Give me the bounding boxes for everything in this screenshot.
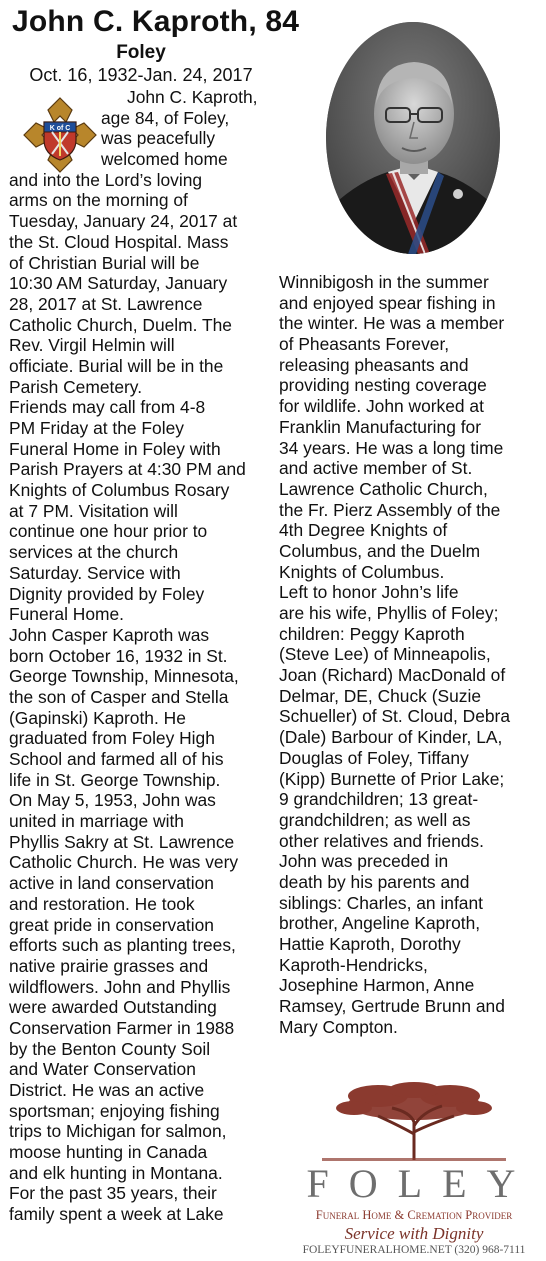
text-line: 34 years. He was a long time (279, 437, 504, 458)
text-line: efforts such as planting trees, (9, 935, 236, 956)
text-line: was peacefully (101, 128, 216, 149)
obituary-column-1 (9, 87, 274, 1225)
text-line: Knights of Columbus Rosary (9, 480, 230, 501)
text-line: District. He was an active (9, 1080, 205, 1100)
text-line: (Gapinski) Kaproth. He (9, 707, 186, 728)
text-line: united in marriage with (9, 811, 184, 832)
text-line: other relatives and friends. (279, 830, 484, 851)
text-line: Columbus, and the Duelm (279, 540, 481, 561)
text-line: Funeral Home in Foley with (9, 438, 221, 459)
logo-contact: FOLEYFUNERALHOME.NET (320) 968-7111 (302, 1244, 526, 1256)
text-line: (Kipp) Burnette of Prior Lake; (279, 768, 505, 789)
text-line: arms on the morning of (9, 190, 188, 211)
tree-icon (282, 1082, 546, 1162)
portrait-illustration (326, 22, 500, 254)
text-line: Hattie Kaproth, Dorothy (279, 934, 461, 954)
text-line: age 84, of Foley, (101, 107, 230, 128)
text-line: releasing pheasants and (279, 354, 469, 375)
text-line: Joan (Richard) MacDonald of (279, 665, 506, 686)
text-line: George Township, Minnesota, (9, 666, 239, 687)
text-line: Parish Prayers at 4:30 PM and (9, 459, 246, 480)
text-line: Franklin Manufacturing for (279, 416, 482, 437)
text-line: Catholic Church. He was very (9, 852, 239, 873)
text-line: 28, 2017 at St. Lawrence (9, 293, 203, 314)
text-line: officiate. Burial will be in the (9, 355, 224, 376)
text-line: Josephine Harmon, Anne (279, 975, 475, 996)
text-line: 10:30 AM Saturday, January (9, 273, 228, 294)
text-line: John was preceded in (279, 851, 449, 872)
text-line: Saturday. Service with (9, 562, 181, 583)
text-line: siblings: Charles, an infant (279, 892, 483, 913)
emblem-monogram: K of C (49, 125, 71, 132)
text-line: Schueller) of St. Cloud, Debra (279, 706, 511, 727)
text-line: Delmar, DE, Chuck (Suzie (279, 685, 481, 706)
text-line: family spent a week at Lake (9, 1204, 224, 1225)
text-line: and elk hunting in Montana. (9, 1162, 223, 1183)
text-line: life in St. George Township. (9, 769, 221, 790)
text-line: were awarded Outstanding (9, 997, 217, 1018)
text-line: wildflowers. John and Phyllis (9, 976, 231, 997)
text-line: are his wife, Phyllis of Foley; (279, 603, 499, 623)
logo-name: FOLEY (306, 1161, 536, 1206)
text-line: Kaproth-Hendricks, (279, 954, 428, 975)
text-line: continue one hour prior to (9, 521, 208, 542)
text-line: the son of Casper and Stella (9, 686, 229, 707)
text-line: and enjoyed spear fishing in (279, 292, 496, 313)
text-line: of Pheasants Forever, (279, 334, 450, 355)
text-line: Left to honor John’s life (279, 582, 459, 603)
text-line: the Fr. Pierz Assembly of the (279, 499, 501, 520)
text-line: John C. Kaproth, (127, 87, 258, 107)
text-line: Knights of Columbus. (279, 561, 445, 582)
text-line: Douglas of Foley, Tiffany (279, 747, 469, 768)
text-line: Parish Cemetery. (9, 376, 143, 397)
text-line: 9 grandchildren; 13 great- (279, 789, 479, 810)
text-line: of Christian Burial will be (9, 252, 200, 273)
text-line: and active member of St. (279, 458, 473, 479)
text-line: Tuesday, January 24, 2017 at (9, 211, 238, 232)
text-line: Winnibigosh in the summer (279, 272, 489, 292)
text-line: the St. Cloud Hospital. Mass (9, 231, 229, 252)
text-line: (Dale) Barbour of Kinder, LA, (279, 727, 503, 748)
text-line: welcomed home (101, 149, 228, 170)
text-line: graduated from Foley High (9, 728, 215, 749)
obituary-city: Foley (116, 42, 166, 63)
text-line: (Steve Lee) of Minneapolis, (279, 644, 491, 665)
text-line: 4th Degree Knights of (279, 520, 448, 541)
text-line: death by his parents and (279, 871, 470, 892)
text-line: Rev. Virgil Helmin will (9, 335, 175, 356)
text-line: great pride in conservation (9, 914, 214, 935)
text-line: providing nesting coverage (279, 375, 487, 396)
text-line: Lawrence Catholic Church, (279, 478, 488, 499)
text-line: Funeral Home. (9, 604, 125, 625)
text-line: John Casper Kaproth was (9, 624, 210, 645)
obituary-name-heading: John C. Kaproth, 84 (12, 5, 300, 38)
text-line: native prairie grasses and (9, 955, 209, 976)
text-line: the winter. He was a member (279, 313, 505, 334)
text-line: and restoration. He took (9, 893, 195, 914)
text-line: grandchildren; as well as (279, 809, 471, 830)
text-line: For the past 35 years, their (9, 1183, 217, 1204)
logo-subtitle: Funeral Home & Cremation Provider (315, 1208, 513, 1222)
text-line: Ramsey, Gertrude Brunn and (279, 996, 505, 1017)
text-line: Conservation Farmer in 1988 (9, 1017, 235, 1038)
text-line: trips to Michigan for salmon, (9, 1121, 227, 1142)
text-line: children: Peggy Kaproth (279, 623, 465, 644)
text-line: moose hunting in Canada (9, 1142, 208, 1163)
text-line: School and farmed all of his (9, 749, 224, 769)
text-line: Dignity provided by Foley (9, 583, 205, 604)
obituary-dates: Oct. 16, 1932-Jan. 24, 2017 (29, 65, 253, 85)
text-line: Catholic Church, Duelm. The (9, 314, 232, 335)
text-line: at 7 PM. Visitation will (9, 500, 178, 521)
text-line: born October 16, 1932 in St. (9, 645, 228, 666)
obituary-column-2 (279, 272, 544, 1037)
text-line: services at the church (9, 542, 179, 563)
text-line: Phyllis Sakry at St. Lawrence (9, 831, 235, 852)
text-line: by the Benton County Soil (9, 1038, 211, 1059)
text-line: and Water Conservation (9, 1059, 196, 1080)
text-line: Mary Compton. (279, 1016, 398, 1037)
text-line: On May 5, 1953, John was (9, 790, 216, 811)
text-line: Friends may call from 4-8 (9, 397, 206, 418)
text-line: brother, Angeline Kaproth, (279, 913, 481, 934)
text-line: PM Friday at the Foley (9, 418, 184, 438)
text-line: sportsman; enjoying fishing (9, 1100, 220, 1121)
logo-tagline: Service with Dignity (344, 1224, 484, 1243)
foley-funeral-home-logo (282, 1082, 546, 1257)
text-line: and into the Lord’s loving (9, 169, 203, 190)
text-line: active in land conservation (9, 873, 214, 894)
portrait-photo (326, 22, 500, 254)
text-line: for wildlife. John worked at (279, 396, 484, 417)
